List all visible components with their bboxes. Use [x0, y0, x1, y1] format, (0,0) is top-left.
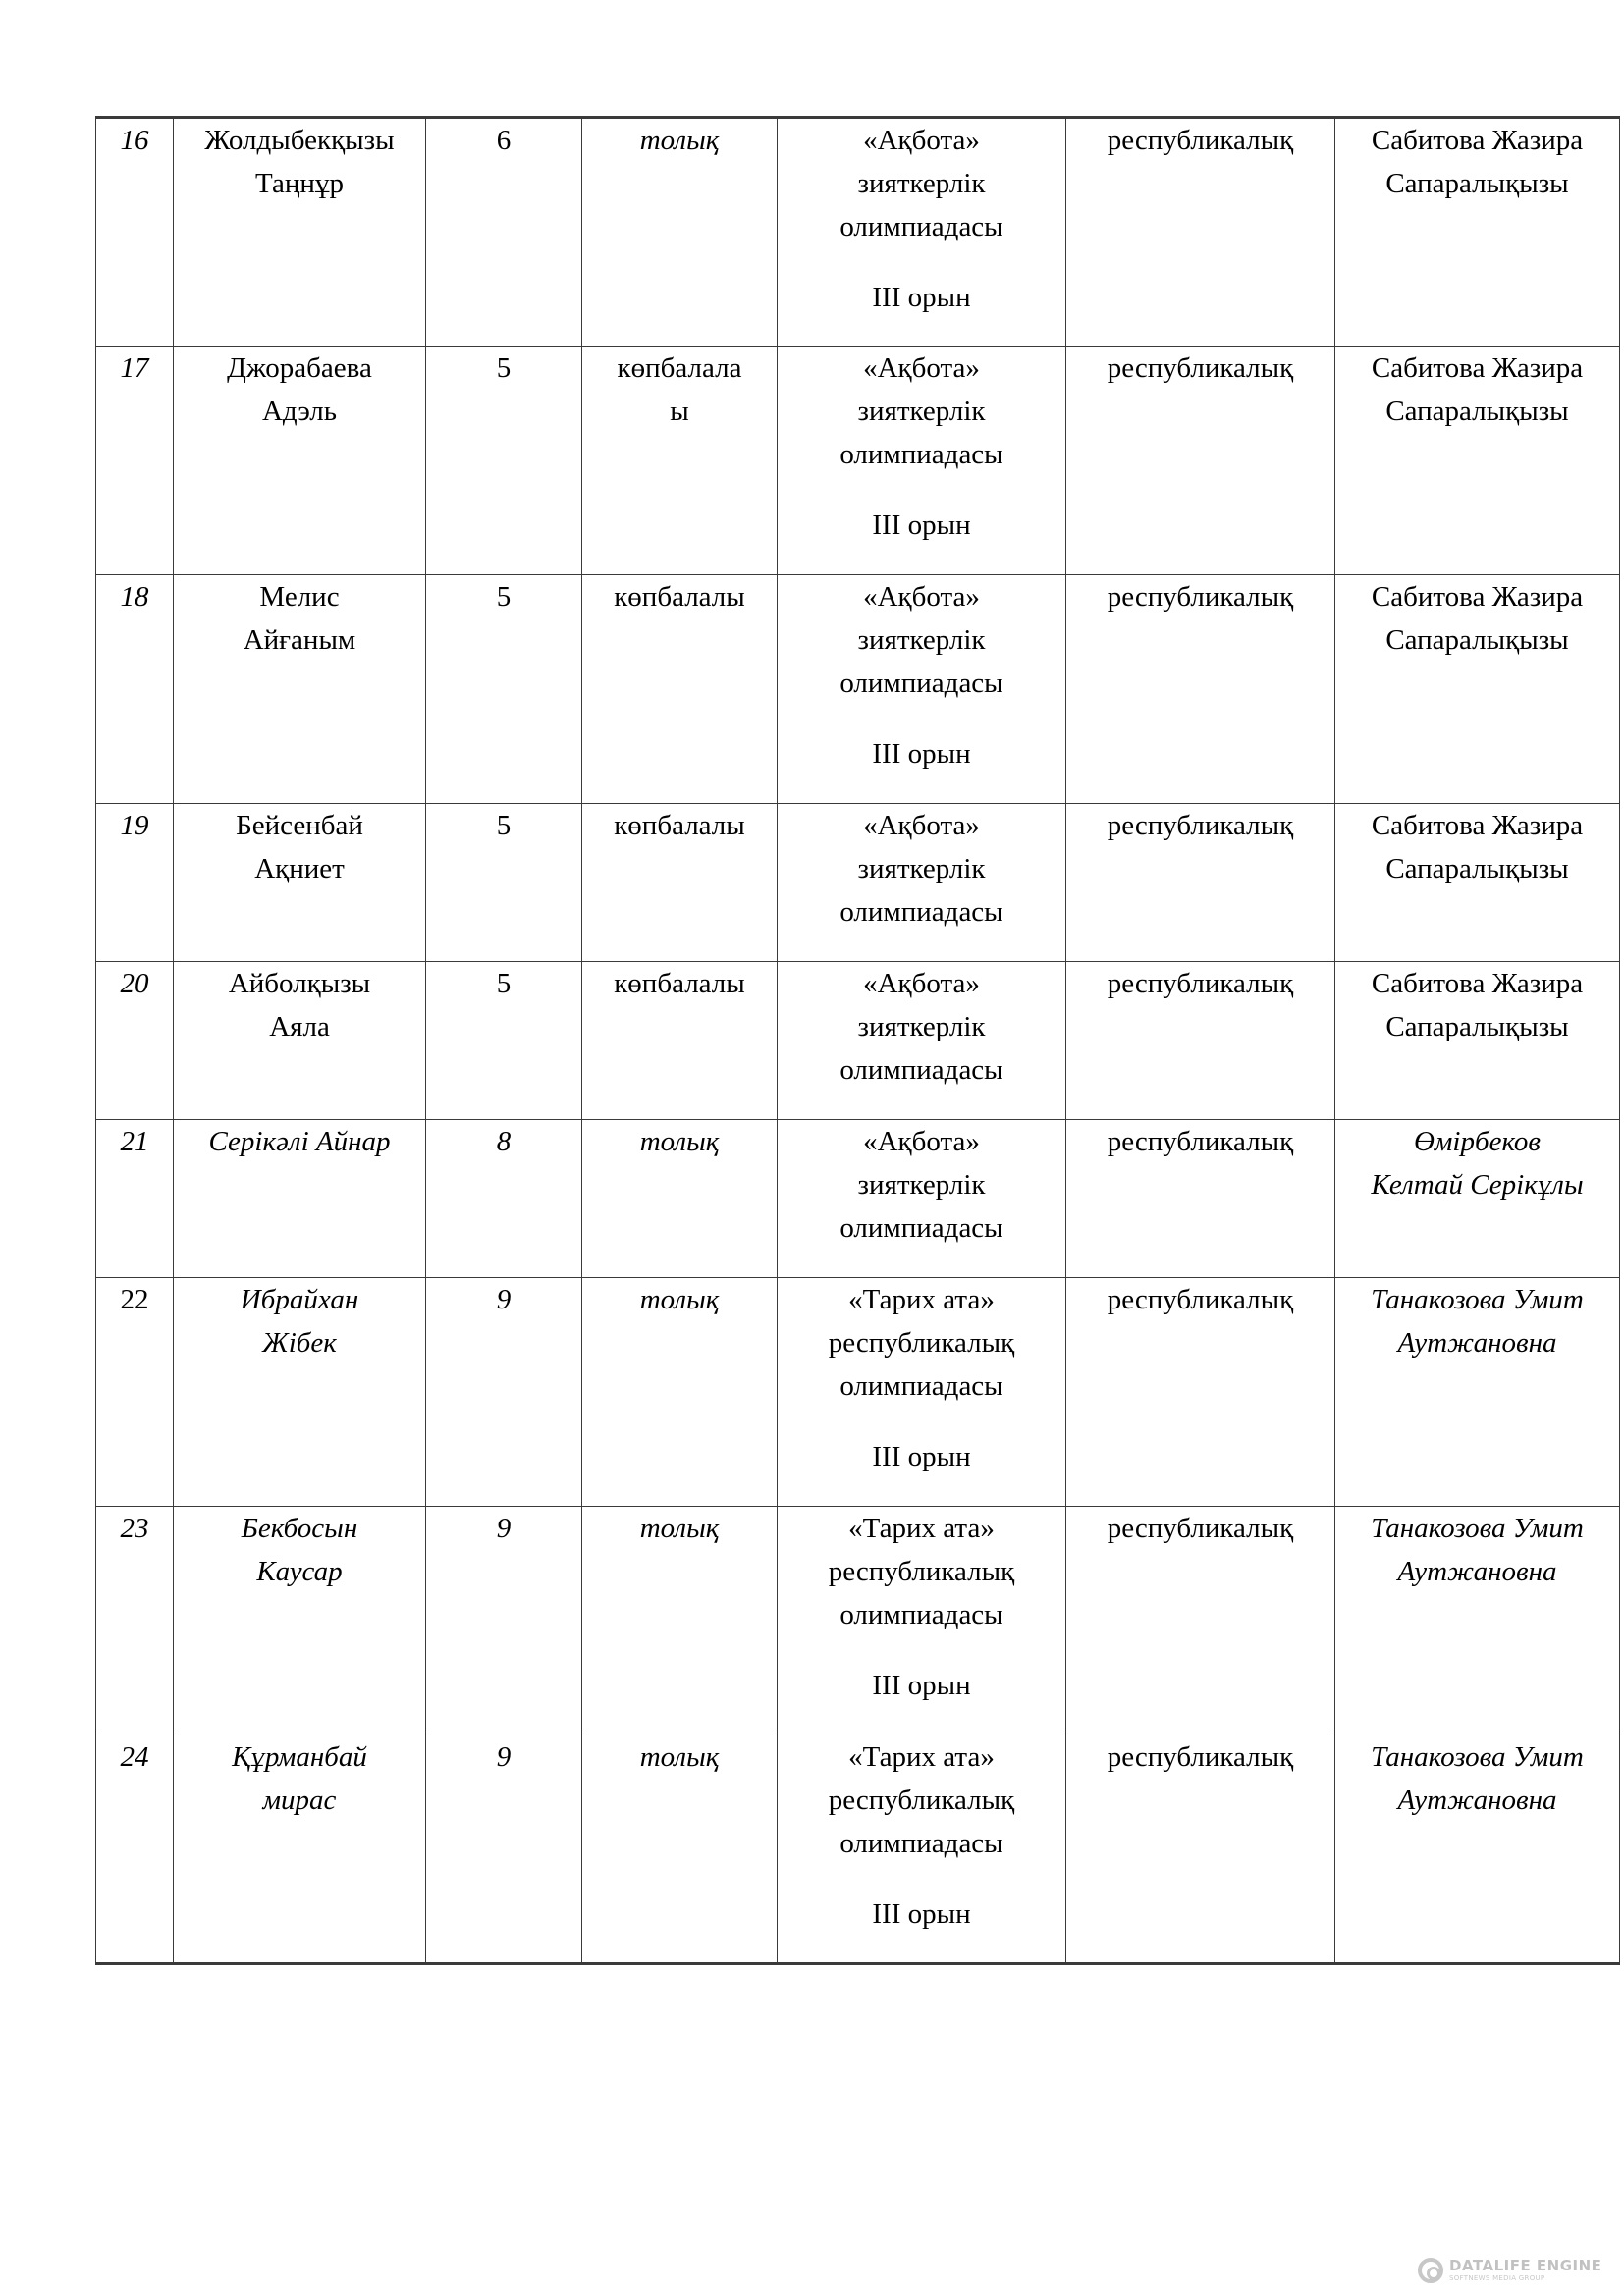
event-name-line: олимпиадасы [839, 1212, 1003, 1244]
teacher-cell [1335, 962, 1620, 1120]
student-name-line: Жолдыбекқызы [204, 125, 395, 156]
student-name-cell [174, 118, 426, 347]
level-value: республикалық [1107, 1284, 1294, 1315]
student-name-cell [174, 347, 426, 575]
event-name-line: олимпиадасы [839, 1370, 1003, 1402]
event-name-line: республикалық [828, 1327, 1015, 1359]
level-cell [1066, 575, 1335, 804]
family-status-line: көпбалалы [614, 581, 745, 613]
row-number-cell [96, 1507, 174, 1735]
grade-value: 8 [496, 1126, 512, 1157]
watermark-title: DATALIFE ENGINE [1449, 2257, 1602, 2274]
family-status-line: толық [639, 125, 720, 156]
grade-cell [426, 962, 582, 1120]
row-number-cell [96, 1735, 174, 1964]
teacher-cell [1335, 118, 1620, 347]
event-cell [778, 1278, 1066, 1507]
student-name-line: Адэль [261, 396, 338, 427]
level-value: республикалық [1107, 1513, 1294, 1544]
event-cell [778, 347, 1066, 575]
student-name-cell [174, 575, 426, 804]
event-name-line: зияткерлік [857, 853, 986, 884]
teacher-name-line: Аутжановна [1397, 1785, 1557, 1816]
family-status-line: көпбалалы [614, 810, 745, 841]
grade-cell [426, 804, 582, 962]
row-number: 23 [120, 1513, 149, 1544]
grade-cell [426, 1278, 582, 1507]
row-number-cell [96, 118, 174, 347]
row-number: 18 [120, 581, 149, 613]
student-name-line: Айғаным [243, 624, 356, 656]
event-name-line: зияткерлік [857, 1011, 986, 1042]
teacher-cell [1335, 1120, 1620, 1278]
event-cell [778, 575, 1066, 804]
family-status-line: толық [639, 1513, 720, 1544]
row-number: 17 [120, 352, 149, 384]
row-number: 20 [120, 968, 149, 999]
event-cell [778, 1120, 1066, 1278]
watermark-subtitle: SOFTNEWS MEDIA GROUP [1449, 2274, 1545, 2282]
teacher-cell [1335, 347, 1620, 575]
student-name-cell [174, 804, 426, 962]
grade-value: 6 [496, 125, 512, 156]
family-status-line: толық [639, 1741, 720, 1773]
student-name-cell [174, 962, 426, 1120]
student-name-line: Аяла [269, 1011, 330, 1042]
family-status-line: толық [639, 1126, 720, 1157]
place-result: III орын [872, 1898, 971, 1930]
teacher-name-line: Келтай Серікұлы [1371, 1169, 1584, 1201]
event-cell [778, 1735, 1066, 1964]
row-number: 22 [120, 1284, 149, 1315]
family-status-cell [582, 804, 778, 962]
family-status-cell [582, 1278, 778, 1507]
event-name-line: «Ақбота» [863, 1126, 980, 1157]
row-number: 16 [120, 125, 149, 156]
teacher-name-line: Сабитова Жазира [1371, 810, 1584, 841]
student-name-line: Айболқызы [228, 968, 371, 999]
teacher-name-line: Сапаралықызы [1385, 168, 1569, 199]
level-cell [1066, 1735, 1335, 1964]
grade-value: 5 [496, 810, 512, 841]
event-name-line: олимпиадасы [839, 1054, 1003, 1086]
row-number: 19 [120, 810, 149, 841]
row-number-cell [96, 347, 174, 575]
table-row [96, 1735, 1620, 1964]
teacher-name-line: Сапаралықызы [1385, 624, 1569, 656]
grade-cell [426, 118, 582, 347]
student-name-line: Құрманбай [232, 1741, 367, 1773]
level-value: республикалық [1107, 125, 1294, 156]
event-cell [778, 1507, 1066, 1735]
row-number-cell [96, 575, 174, 804]
grade-cell [426, 1120, 582, 1278]
place-result: III орын [872, 509, 971, 541]
level-cell [1066, 962, 1335, 1120]
teacher-name-line: Танакозова Умит [1371, 1741, 1584, 1773]
event-name-line: «Ақбота» [863, 352, 980, 384]
teacher-cell [1335, 1735, 1620, 1964]
event-name-line: зияткерлік [857, 624, 986, 656]
event-name-line: олимпиадасы [839, 896, 1003, 928]
place-result: III орын [872, 738, 971, 770]
place-result: III орын [872, 282, 971, 313]
teacher-name-line: Сапаралықызы [1385, 1011, 1569, 1042]
student-name-line: Бейсенбай [236, 810, 363, 841]
grade-value: 9 [496, 1741, 512, 1773]
row-number-cell [96, 1278, 174, 1507]
level-value: республикалық [1107, 968, 1294, 999]
event-name-line: зияткерлік [857, 1169, 986, 1201]
grade-cell [426, 347, 582, 575]
family-status-cell [582, 1507, 778, 1735]
student-name-line: мирас [262, 1785, 337, 1816]
student-name-line: Бекбосын [241, 1513, 358, 1544]
family-status-cell [582, 1120, 778, 1278]
row-number: 24 [120, 1741, 149, 1773]
event-cell [778, 962, 1066, 1120]
teacher-cell [1335, 804, 1620, 962]
row-number-cell [96, 1120, 174, 1278]
event-cell [778, 804, 1066, 962]
student-name-line: Серікәлі Айнар [208, 1126, 391, 1157]
table-row [96, 347, 1620, 575]
event-name-line: «Ақбота» [863, 810, 980, 841]
teacher-name-line: Сабитова Жазира [1371, 352, 1584, 384]
event-name-line: «Тарих ата» [848, 1741, 995, 1773]
grade-value: 5 [496, 968, 512, 999]
teacher-name-line: Сабитова Жазира [1371, 968, 1584, 999]
row-number-cell [96, 804, 174, 962]
row-number: 21 [120, 1126, 149, 1157]
grade-value: 9 [496, 1513, 512, 1544]
event-name-line: олимпиадасы [839, 211, 1003, 242]
teacher-name-line: Сапаралықызы [1385, 396, 1569, 427]
level-cell [1066, 118, 1335, 347]
event-name-line: «Тарих ата» [848, 1513, 995, 1544]
event-name-line: «Ақбота» [863, 581, 980, 613]
level-cell [1066, 1507, 1335, 1735]
teacher-name-line: Аутжановна [1397, 1556, 1557, 1587]
grade-cell [426, 1735, 582, 1964]
teacher-name-line: Танакозова Умит [1371, 1513, 1584, 1544]
family-status-cell [582, 962, 778, 1120]
event-name-line: «Тарих ата» [848, 1284, 995, 1315]
level-value: республикалық [1107, 352, 1294, 384]
event-name-line: «Ақбота» [863, 968, 980, 999]
family-status-line: ы [670, 396, 689, 427]
awards-table-body [96, 118, 1620, 1964]
level-value: республикалық [1107, 1741, 1294, 1773]
family-status-cell [582, 118, 778, 347]
grade-value: 5 [496, 352, 512, 384]
student-name-cell [174, 1120, 426, 1278]
event-name-line: зияткерлік [857, 168, 986, 199]
student-name-cell [174, 1507, 426, 1735]
grade-value: 9 [496, 1284, 512, 1315]
level-value: республикалық [1107, 1126, 1294, 1157]
event-name-line: республикалық [828, 1556, 1015, 1587]
table-row [96, 575, 1620, 804]
table-row [96, 118, 1620, 347]
table-row [96, 1120, 1620, 1278]
family-status-cell [582, 575, 778, 804]
event-name-line: зияткерлік [857, 396, 986, 427]
row-number-cell [96, 962, 174, 1120]
datalife-logo-icon [1418, 2258, 1443, 2283]
teacher-cell [1335, 1278, 1620, 1507]
student-name-line: Ақниет [254, 853, 345, 884]
table-row [96, 1278, 1620, 1507]
student-name-line: Каусар [256, 1556, 343, 1587]
teacher-cell [1335, 1507, 1620, 1735]
level-cell [1066, 804, 1335, 962]
teacher-name-line: Өмірбеков [1413, 1126, 1541, 1157]
family-status-line: толық [639, 1284, 720, 1315]
table-row [96, 962, 1620, 1120]
student-name-cell [174, 1278, 426, 1507]
table-row [96, 1507, 1620, 1735]
family-status-line: көпбалалы [614, 968, 745, 999]
event-name-line: «Ақбота» [863, 125, 980, 156]
event-name-line: олимпиадасы [839, 1599, 1003, 1630]
teacher-name-line: Сабитова Жазира [1371, 581, 1584, 613]
teacher-name-line: Сапаралықызы [1385, 853, 1569, 884]
grade-value: 5 [496, 581, 512, 613]
student-name-line: Джорабаева [227, 352, 372, 384]
student-name-line: Ибрайхан [240, 1284, 359, 1315]
student-name-line: Жібек [262, 1327, 337, 1359]
student-name-line: Мелис [259, 581, 340, 613]
level-cell [1066, 1120, 1335, 1278]
watermark-text [1449, 2259, 1601, 2282]
teacher-name-line: Аутжановна [1397, 1327, 1557, 1359]
teacher-name-line: Танакозова Умит [1371, 1284, 1584, 1315]
level-value: республикалық [1107, 810, 1294, 841]
event-name-line: республикалық [828, 1785, 1015, 1816]
place-result: III орын [872, 1441, 971, 1472]
grade-cell [426, 1507, 582, 1735]
level-cell [1066, 347, 1335, 575]
level-value: республикалық [1107, 581, 1294, 613]
table-row [96, 804, 1620, 962]
awards-table [95, 116, 1620, 1965]
watermark [1418, 2255, 1604, 2286]
event-name-line: олимпиадасы [839, 439, 1003, 470]
grade-cell [426, 575, 582, 804]
student-name-line: Таңнұр [255, 168, 344, 199]
event-name-line: олимпиадасы [839, 667, 1003, 699]
family-status-line: көпбалала [617, 352, 742, 384]
level-cell [1066, 1278, 1335, 1507]
teacher-cell [1335, 575, 1620, 804]
student-name-cell [174, 1735, 426, 1964]
place-result: III орын [872, 1670, 971, 1701]
family-status-cell [582, 1735, 778, 1964]
family-status-cell [582, 347, 778, 575]
event-name-line: олимпиадасы [839, 1828, 1003, 1859]
event-cell [778, 118, 1066, 347]
teacher-name-line: Сабитова Жазира [1371, 125, 1584, 156]
